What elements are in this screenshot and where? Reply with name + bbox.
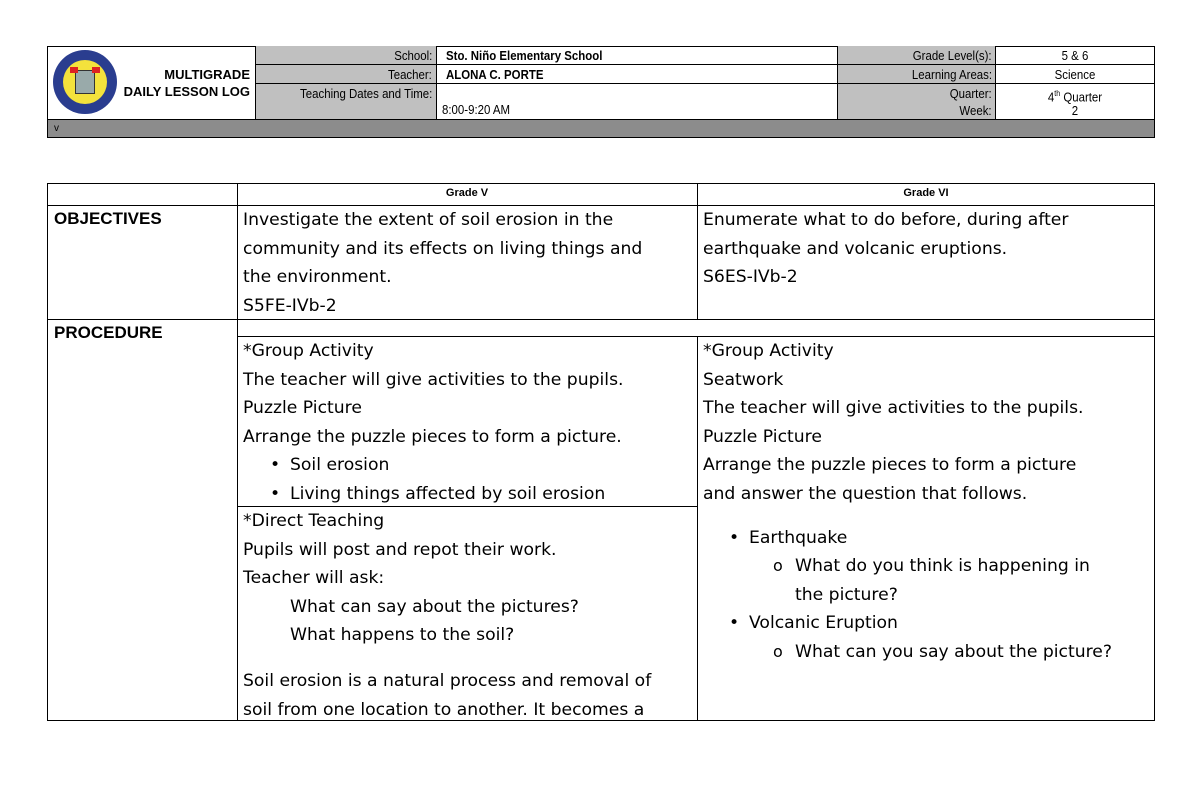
area-label: Learning Areas: <box>911 67 992 82</box>
list-item: • Living things affected by soil erosion <box>290 480 623 509</box>
bar-text: v <box>54 123 59 134</box>
objectives-label: OBJECTIVES <box>54 209 162 228</box>
week-label: Week: <box>959 103 992 118</box>
grade-value: 5 & 6 <box>1061 48 1089 63</box>
procedure-grade-v-group: *Group Activity The teacher will give activities to the pupils. Puzzle Picture Arrange the puzzle pieces to form a picture. • Soil erosion • Living things affected by soil erosion <box>243 337 623 509</box>
list-item: • Volcanic Eruption <box>749 613 898 633</box>
col-grade-vi: Grade VI <box>903 187 949 199</box>
teacher-value: ALONA C. PORTE <box>446 67 544 82</box>
week-value: 2 <box>1071 103 1079 118</box>
procedure-grade-v-direct: *Direct Teaching Pupils will post and repot their work. Teacher will ask: What can say about the pictures? What happens to the soil? Soil erosion is a natural process and removal of soil from one location to another. It becomes a <box>243 511 652 720</box>
list-item: o What can you say about the picture? <box>795 638 1112 667</box>
list-item: • Earthquake <box>749 528 847 548</box>
list-item: o What do you think is happening in <box>795 552 1112 581</box>
title-line1: MULTIGRADE <box>164 67 250 82</box>
list-item: • Soil erosion <box>290 451 623 480</box>
dates-value: 8:00-9:20 AM <box>442 102 511 117</box>
dates-label: Teaching Dates and Time: <box>299 86 432 101</box>
quarter-value: 4th Quarter <box>1047 89 1103 105</box>
grade-label: Grade Level(s): <box>913 48 992 63</box>
objectives-grade-vi: Enumerate what to do before, during after earthquake and volcanic eruptions. S6ES-IVb-2 <box>703 210 1069 288</box>
title-block <box>120 66 250 100</box>
gray-bar <box>47 119 1155 138</box>
procedure-grade-vi: *Group Activity Seatwork The teacher will give activities to the pupils. Puzzle Picture Arrange the puzzle pieces to form a picture and answer the question that follows. • Earthquake o What do you think is happening in the picture? • Volcanic Eruption o What can you say about the picture? <box>703 337 1112 667</box>
title-line2: DAILY LESSON LOG <box>123 84 250 99</box>
procedure-label: PROCEDURE <box>54 323 163 342</box>
area-value: Science <box>1054 67 1096 82</box>
col-grade-v: Grade V <box>445 187 489 199</box>
school-value: Sto. Niño Elementary School <box>446 48 603 63</box>
deped-seal-logo <box>53 50 117 114</box>
school-label: School: <box>393 48 432 63</box>
objectives-grade-v: Investigate the extent of soil erosion in the community and its effects on living things and the environment. S5FE-IVb-2 <box>243 210 643 316</box>
teacher-label: Teacher: <box>388 67 432 82</box>
quarter-label: Quarter: <box>950 86 992 101</box>
